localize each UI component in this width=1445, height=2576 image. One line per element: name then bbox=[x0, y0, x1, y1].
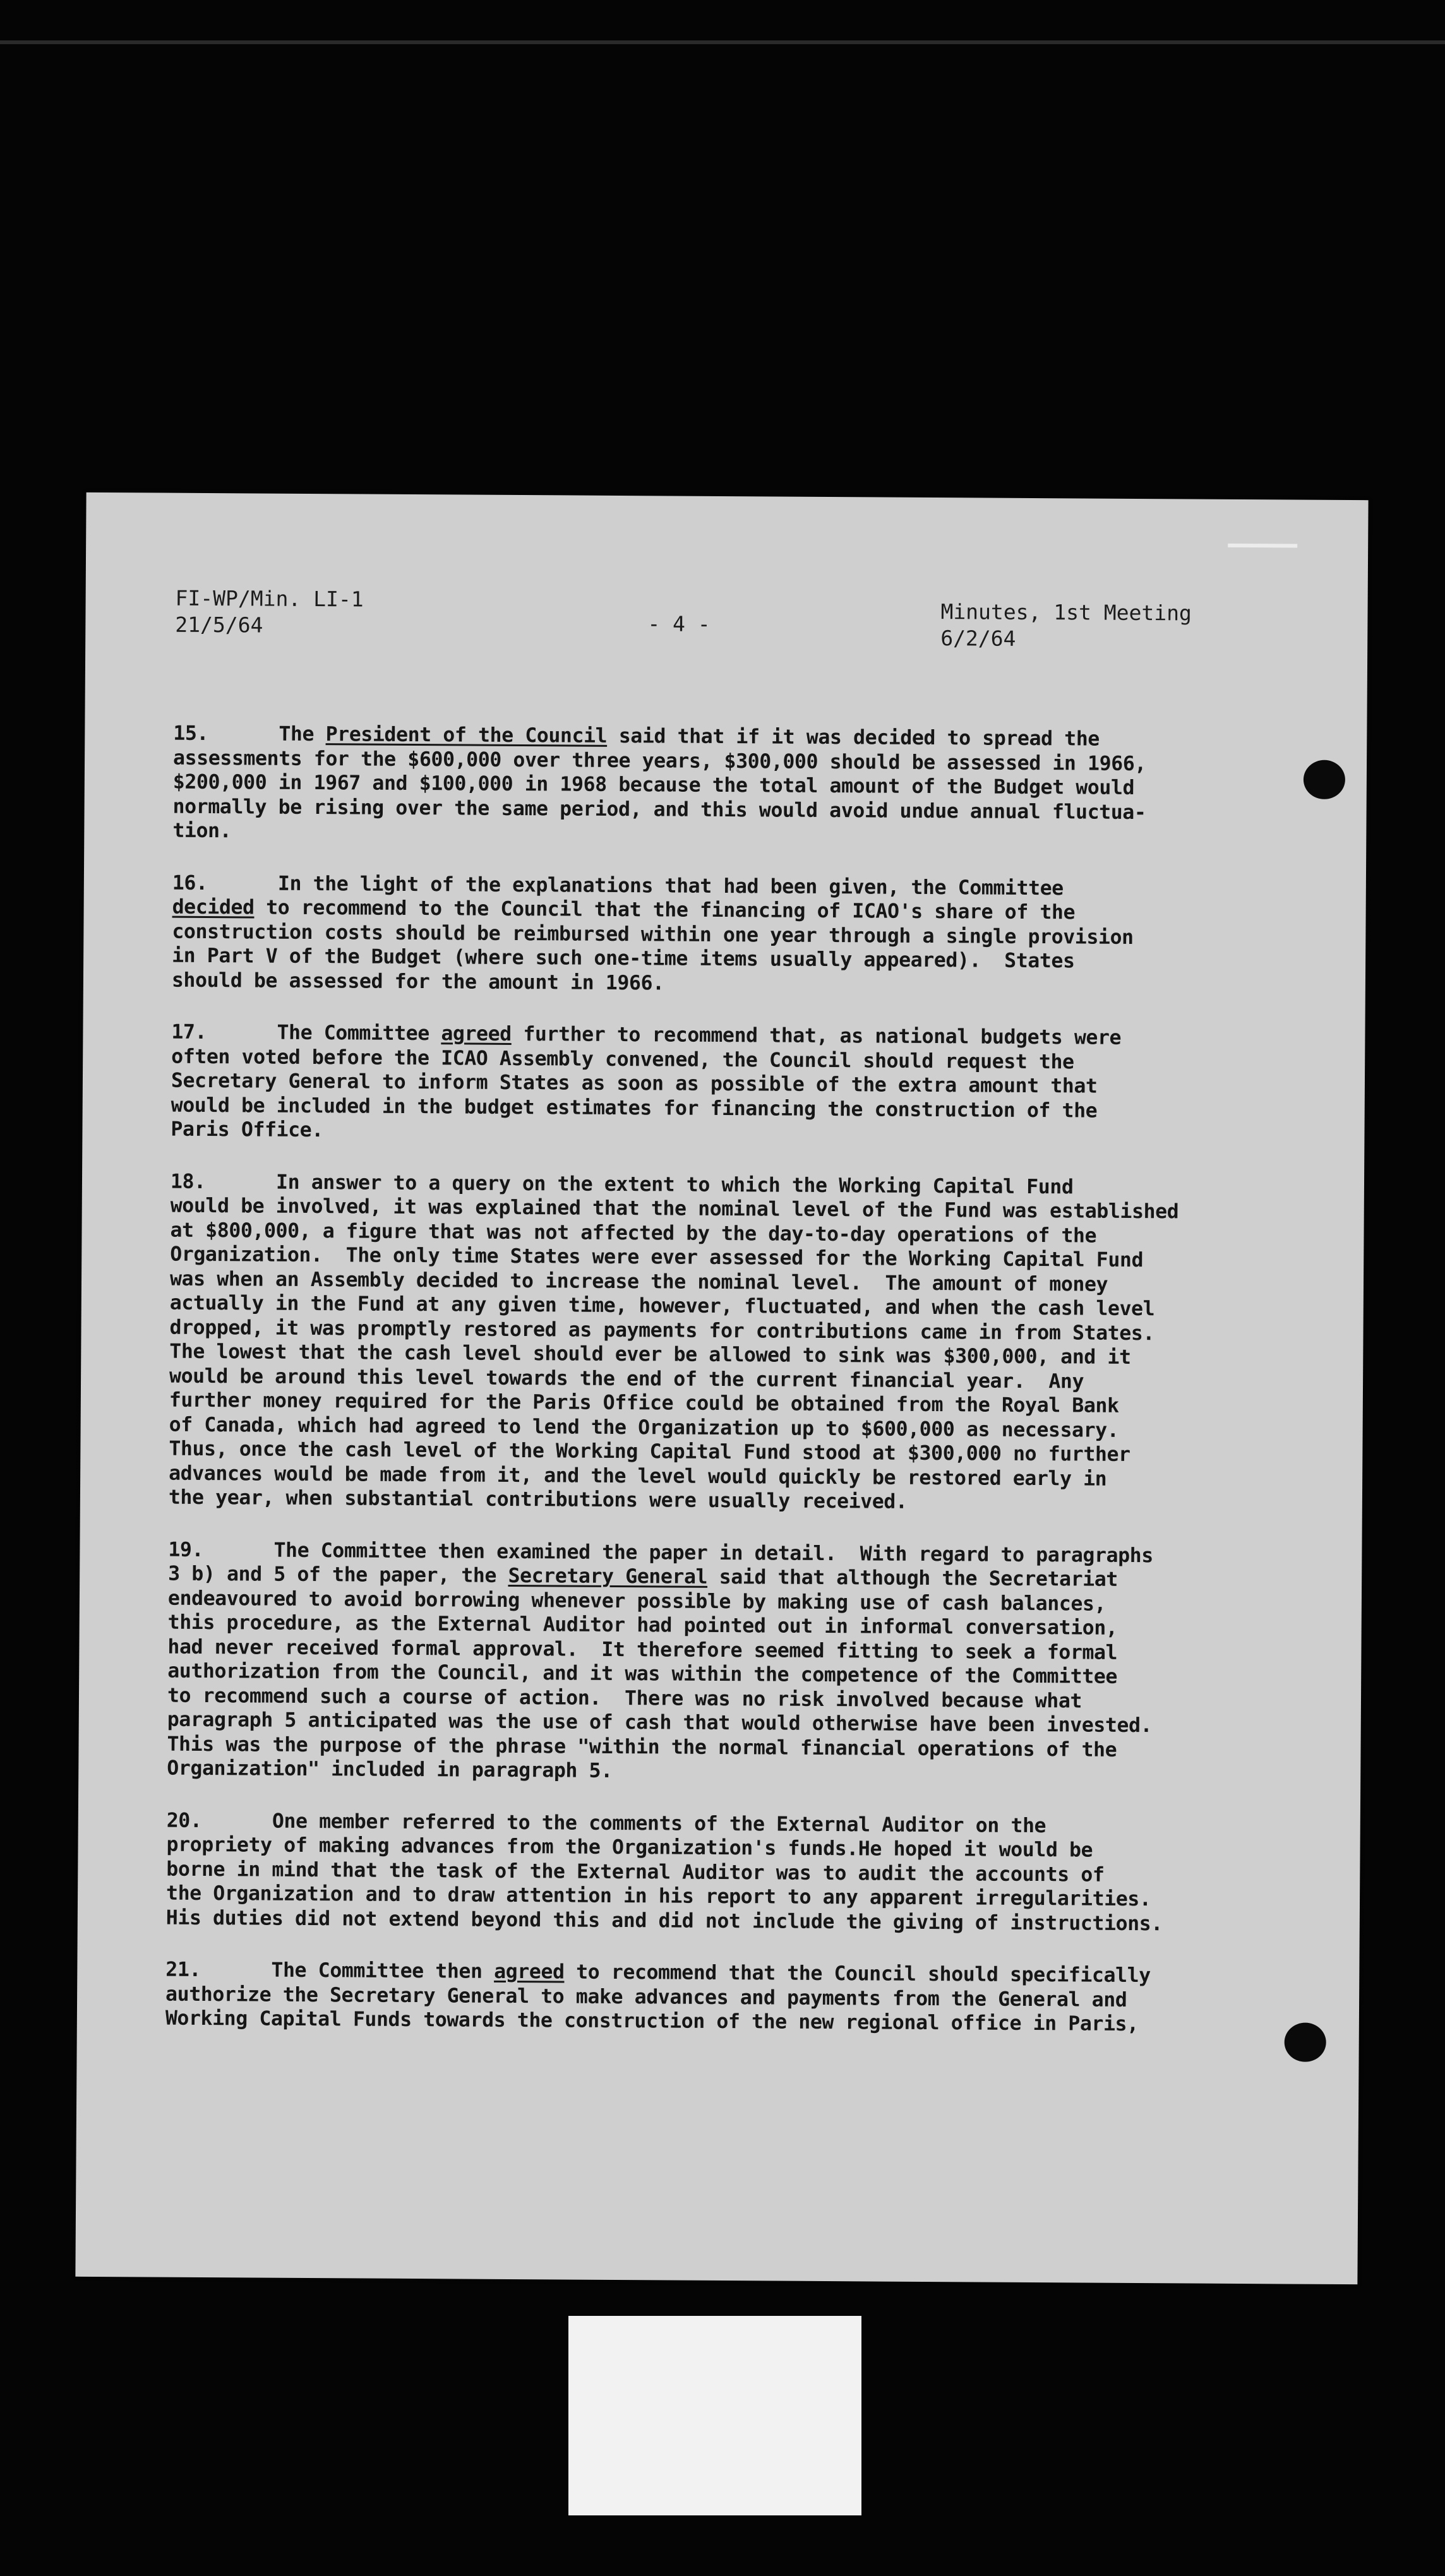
paragraph-line: Organization" included in paragraph 5. bbox=[167, 1756, 613, 1782]
paragraph-line: 16. In the light of the explanations that had been given, the Committee bbox=[172, 871, 1064, 900]
paragraph-line: borne in mind that the task of the External Auditor was to audit the accounts of bbox=[166, 1857, 1105, 1887]
meeting-title: Minutes, 1st Meeting bbox=[940, 599, 1192, 626]
paragraph-line: assessments for the $600,000 over three years, $300,000 should be assessed in 1966, bbox=[172, 746, 1147, 775]
paragraph-line: advances would be made from it, and the level would quickly be restored early in bbox=[169, 1462, 1107, 1491]
paragraph-line: paragraph 5 anticipated was the use of cash that would otherwise have been invested. bbox=[167, 1708, 1153, 1738]
punch-hole bbox=[1304, 760, 1345, 799]
underlined-term: Secretary General bbox=[508, 1564, 708, 1589]
paragraph-line: construction costs should be reimbursed within one year through a single provision bbox=[172, 920, 1134, 949]
paragraph-line: of Canada, which had agreed to lend the Organization up to $600,000 as necessary. bbox=[169, 1413, 1119, 1442]
paragraph-line: Working Capital Funds towards the construction of the new regional office in Paris, bbox=[165, 2007, 1139, 2036]
paragraph-line: actually in the Fund at any given time, however, fluctuated, and when the cash level bbox=[169, 1291, 1155, 1321]
paragraph-number: 19. bbox=[168, 1538, 274, 1562]
paragraph-line: would be included in the budget estimates for financing the construction of the bbox=[171, 1094, 1098, 1123]
minutes-paragraph bbox=[165, 1958, 1334, 2038]
paragraph-line: should be assessed for the amount in 1966. bbox=[171, 969, 664, 994]
paragraph-line: The lowest that the cash level should ever be allowed to sink was $300,000, and it bbox=[169, 1340, 1131, 1369]
paragraph-line: at $800,000, a figure that was not affected by the day-to-day operations of the bbox=[170, 1219, 1097, 1248]
paragraph-number: 21. bbox=[165, 1958, 272, 1982]
minutes-paragraph bbox=[171, 1020, 1340, 1149]
header-right bbox=[940, 599, 1192, 653]
punch-hole bbox=[1285, 2022, 1326, 2061]
paragraph-line: would be around this level towards the end of the current financial year. Any bbox=[169, 1364, 1084, 1393]
paragraph-line: to recommend such a course of action. There was no risk involved because what bbox=[167, 1684, 1082, 1712]
film-target-card bbox=[568, 2316, 861, 2515]
paragraph-line: dropped, it was promptly restored as payments for contributions came in from States. bbox=[169, 1316, 1155, 1345]
paragraph-number: 20. bbox=[166, 1809, 273, 1833]
paragraph-line: Thus, once the cash level of the Working Capital Fund stood at $300,000 no further bbox=[169, 1437, 1130, 1466]
paragraph-line: this procedure, as the External Auditor had pointed out in informal conversation, bbox=[167, 1611, 1118, 1640]
minutes-paragraph bbox=[167, 1537, 1336, 1787]
underlined-term: decided bbox=[172, 895, 255, 919]
paragraph-line: 15. The President of the Council said that if it was decided to spread the bbox=[173, 722, 1100, 751]
minutes-paragraph bbox=[172, 722, 1341, 850]
minutes-paragraph bbox=[169, 1169, 1339, 1517]
minutes-paragraph bbox=[166, 1808, 1335, 1937]
underlined-term: President of the Council bbox=[325, 723, 608, 748]
paragraph-number: 16. bbox=[172, 871, 279, 895]
paragraph-line: 20. One member referred to the comments of the External Auditor on the bbox=[166, 1809, 1046, 1837]
paragraph-line: in Part V of the Budget (where such one-time items usually appeared). States bbox=[172, 944, 1075, 973]
paragraph-number: 18. bbox=[170, 1170, 277, 1194]
paragraph-line: 17. The Committee agreed further to recommend that, as national budgets were bbox=[171, 1020, 1122, 1049]
page-corner-mark bbox=[1228, 544, 1297, 548]
minutes-paragraph bbox=[172, 871, 1341, 999]
paragraph-line: was when an Assembly decided to increase the nominal level. The amount of money bbox=[169, 1267, 1108, 1296]
paragraph-line: the year, when substantial contributions were usually received. bbox=[168, 1486, 908, 1513]
paragraph-line: further money required for the Paris Office could be obtained from the Royal Bank bbox=[169, 1388, 1119, 1417]
paragraph-line: endeavoured to avoid borrowing whenever possible by making use of cash balances, bbox=[167, 1587, 1106, 1616]
paragraph-line: normally be rising over the same period, and this would avoid undue annual fluctua- bbox=[172, 795, 1146, 824]
document-page bbox=[75, 492, 1368, 2284]
meeting-date: 6/2/64 bbox=[940, 626, 1016, 651]
paragraph-line: had never received formal approval. It therefore seemed fitting to seek a formal bbox=[167, 1635, 1118, 1664]
minutes-body bbox=[165, 722, 1342, 2066]
paragraph-line: authorize the Secretary General to make advances and payments from the General and bbox=[165, 1983, 1127, 2012]
paragraph-line: Paris Office. bbox=[171, 1118, 323, 1142]
paragraph-line: authorization from the Council, and it was within the competence of the Committee bbox=[167, 1659, 1118, 1688]
paragraph-line: His duties did not extend beyond this and did not include the giving of instructions. bbox=[165, 1906, 1163, 1935]
paragraph-line: 21. The Committee then agreed to recommend that the Council should specifically bbox=[165, 1958, 1151, 1988]
paragraph-line: $200,000 in 1967 and $100,000 in 1968 because the total amount of the Budget would bbox=[172, 770, 1135, 799]
paragraph-line: 19. The Committee then examined the paper in detail. With regard to paragraphs bbox=[168, 1538, 1153, 1567]
page-number: - 4 - bbox=[647, 611, 711, 636]
underlined-term: agreed bbox=[494, 1960, 565, 1984]
doc-date: 21/5/64 bbox=[175, 612, 263, 638]
paragraph-line: tion. bbox=[172, 819, 232, 843]
paragraph-line: propriety of making advances from the Organization's funds.He hoped it would be bbox=[166, 1833, 1093, 1862]
doc-reference: FI-WP/Min. LI-1 bbox=[175, 585, 364, 612]
paragraph-line: 3 b) and 5 of the paper, the Secretary General said that although the Secretariat bbox=[168, 1562, 1118, 1591]
paragraph-line: often voted before the ICAO Assembly convened, the Council should request the bbox=[171, 1045, 1074, 1073]
paragraph-line: would be involved, it was explained that the nominal level of the Fund was established bbox=[170, 1194, 1179, 1224]
paragraph-line: Organization. The only time States were ever assessed for the Working Capital Fund bbox=[170, 1243, 1144, 1272]
paragraph-line: the Organization and to draw attention in his report to any apparent irregularities. bbox=[165, 1881, 1151, 1911]
underlined-term: agreed bbox=[441, 1022, 512, 1046]
paragraph-line: decided to recommend to the Council that the financing of ICAO's share of the bbox=[172, 895, 1076, 924]
paragraph-line: Secretary General to inform States as soon as possible of the extra amount that bbox=[171, 1069, 1098, 1098]
paragraph-number: 17. bbox=[171, 1020, 277, 1044]
paragraph-line: This was the purpose of the phrase "within the normal financial operations of the bbox=[167, 1732, 1117, 1762]
paragraph-line: 18. In answer to a query on the extent to which the Working Capital Fund bbox=[170, 1170, 1074, 1198]
paragraph-number: 15. bbox=[173, 722, 279, 746]
film-top-rule bbox=[0, 40, 1445, 44]
header-left bbox=[175, 585, 364, 640]
